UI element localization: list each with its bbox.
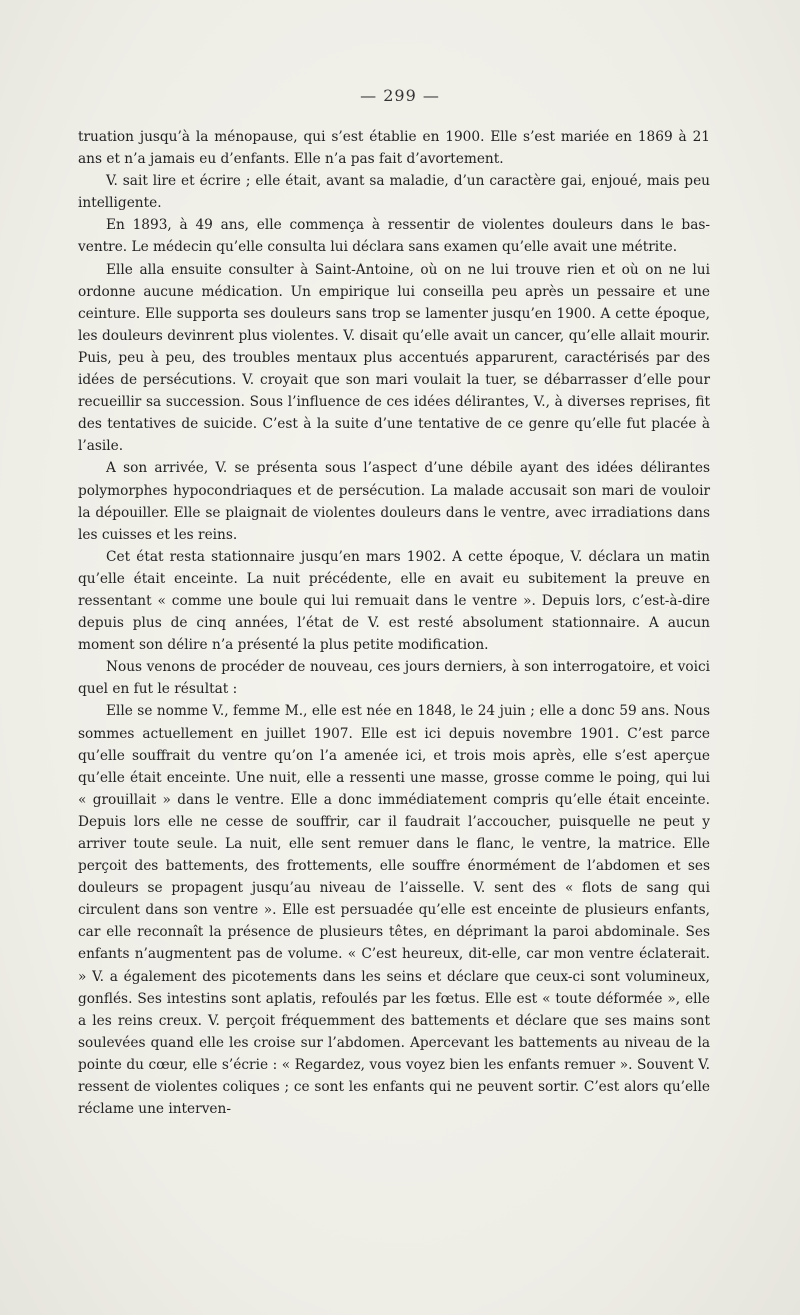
paragraph: Elle se nomme V., femme M., elle est née en 1848, le 24 juin ; elle a donc 59 ans. Nous sommes actuellement en juillet 1907. Elle est ici depuis novembre 1901. C’est parce qu’elle souffrait du ventre qu’on l’a amenée ici, et trois mois après, elle s’est aperçue qu’elle était enceinte. Une nuit, elle a ressenti une masse, grosse comme le poing, qui lui « grouillait » dans le ventre. Elle a donc immédiatement compris qu’elle était enceinte. Depuis lors elle ne cesse de souffrir, car il faudrait l’accoucher, puisquelle ne peut y arriver toute seule. La nuit, elle sent remuer dans le flanc, le ventre, la matrice. Elle perçoit des battements, des frottements, elle souffre énormément de l’abdomen et ses douleurs se propagent jusqu’au niveau de l’aisselle. V. sent des « flots de sang qui circulent dans son ventre ». Elle est persuadée qu’elle est enceinte de plusieurs enfants, car elle reconnaît la présence de plusieurs têtes, en déprimant la paroi abdominale. Ses enfants n’augmentent pas de volume. « C’est heureux, dit-elle, car mon ventre éclaterait. » V. a également des picotements dans les seins et déclare que ceux-ci sont volumineux, gonflés. Ses intestins sont aplatis, refoulés par les fœtus. Elle est « toute déformée », elle a les reins creux. V. perçoit fréquemment des battements et déclare que ses mains sont soulevées quand elle les croise sur l’abdomen. Apercevant les battements au niveau de la pointe du cœur, elle s’écrie : « Regardez, vous voyez bien les enfants remuer ». Souvent V. ressent de violentes coliques ; ce sont les enfants qui ne peuvent sortir. C’est alors qu’elle réclame une interven-	[78, 703, 710, 1118]
page-number: — 299 —	[360, 86, 440, 105]
paragraph: V. sait lire et écrire ; elle était, avant sa maladie, d’un caractère gai, enjoué, mais peu intelligente.	[78, 173, 710, 212]
paragraph: A son arrivée, V. se présenta sous l’aspect d’une débile ayant des idées délirantes polymorphes hypocondriaques et de persécution. La malade accusait son mari de vouloir la dépouiller. Elle se plaignait de violentes douleurs dans le ventre, avec irradiations dans les cuisses et les reins.	[78, 460, 710, 543]
paragraph-continuation: truation jusqu’à la ménopause, qui s’est établie en 1900. Elle s’est mariée en 1869 à 21 ans et n’a jamais eu d’enfants. Elle n’a pas fait d’avortement.	[78, 129, 710, 168]
paragraph: Elle alla ensuite consulter à Saint-Antoine, où on ne lui trouve rien et où on ne lui ordonne aucune médication. Un empirique lui conseilla peu après un pessaire et une ceinture. Elle supporta ses douleurs sans trop se lamenter jusqu’en 1900. A cette époque, les douleurs devinrent plus violentes. V. disait qu’elle avait un cancer, qu’elle allait mourir. Puis, peu à peu, des troubles mentaux plus accentués apparurent, caractérisés par des idées de persécutions. V. croyait que son mari voulait la tuer, se débarrasser d’elle pour recueillir sa succession. Sous l’influence de ces idées délirantes, V., à diverses reprises, fit des tentatives de suicide. C’est à la suite d’une tentative de ce genre qu’elle fut placée à l’asile.	[78, 261, 710, 455]
body-text	[78, 126, 710, 1120]
paragraph: En 1893, à 49 ans, elle commença à ressentir de violentes douleurs dans le bas-ventre. Le médecin qu’elle consulta lui déclara sans examen qu’elle avait une métrite.	[78, 217, 710, 256]
paragraph: Nous venons de procéder de nouveau, ces jours derniers, à son interrogatoire, et voici quel en fut le résultat :	[78, 659, 710, 698]
paragraph: Cet état resta stationnaire jusqu’en mars 1902. A cette époque, V. déclara un matin qu’elle était enceinte. La nuit précédente, elle en avait eu subitement la preuve en ressentant « comme une boule qui lui remuait dans le ventre ». Depuis lors, c’est-à-dire depuis plus de cinq années, l’état de V. est resté absolument stationnaire. A aucun moment son délire n’a présenté la plus petite modification.	[78, 548, 710, 654]
